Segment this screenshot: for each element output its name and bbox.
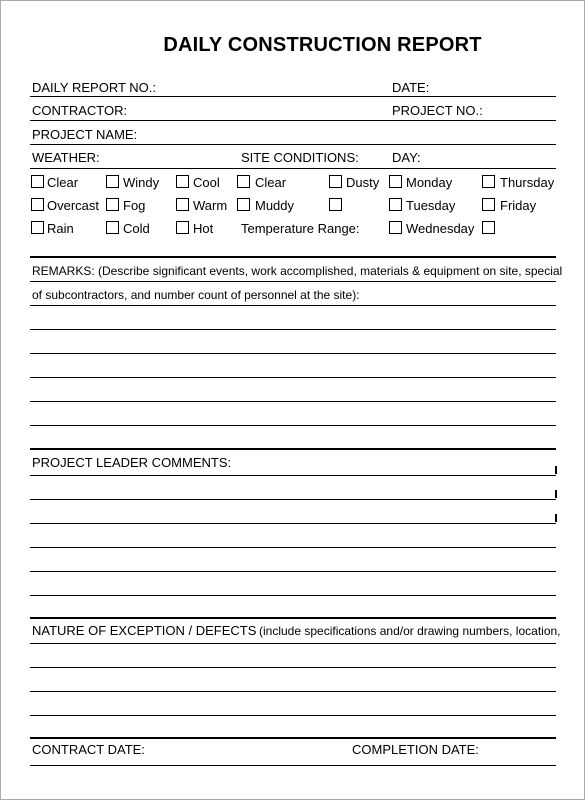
project-name-label: PROJECT NAME: xyxy=(32,127,138,142)
section-divider xyxy=(30,617,556,619)
project-no-label: PROJECT NO.: xyxy=(392,103,483,118)
site-clear-label: Clear xyxy=(255,175,287,190)
day-tuesday-label: Tuesday xyxy=(406,198,456,213)
weather-windy-label: Windy xyxy=(123,175,160,190)
weather-cold-checkbox[interactable] xyxy=(106,221,119,234)
completion-date-label: COMPLETION DATE: xyxy=(352,742,479,757)
site-other-checkbox[interactable] xyxy=(329,198,342,211)
margin-mark xyxy=(555,514,557,522)
day-thursday-label: Thursday xyxy=(500,175,555,190)
section-divider xyxy=(30,448,556,450)
day-friday-checkbox[interactable] xyxy=(482,198,495,211)
day-label: DAY: xyxy=(392,150,421,165)
comments-line[interactable] xyxy=(30,571,556,572)
weather-cool-label: Cool xyxy=(193,175,220,190)
remarks-line[interactable] xyxy=(30,401,556,402)
weather-windy-checkbox[interactable] xyxy=(106,175,119,188)
site-clear-checkbox[interactable] xyxy=(237,175,250,188)
project-leader-comments-label: PROJECT LEADER COMMENTS: xyxy=(32,455,232,470)
site-muddy-checkbox[interactable] xyxy=(237,198,250,211)
date-label: DATE: xyxy=(392,80,430,95)
weather-overcast-checkbox[interactable] xyxy=(31,198,44,211)
day-monday-checkbox[interactable] xyxy=(389,175,402,188)
day-wednesday-checkbox[interactable] xyxy=(389,221,402,234)
report-title: DAILY CONSTRUCTION REPORT xyxy=(163,34,482,56)
weather-warm-label: Warm xyxy=(193,198,228,213)
day-thursday-checkbox[interactable] xyxy=(482,175,495,188)
exception-line[interactable] xyxy=(30,715,556,716)
section-divider xyxy=(30,256,556,258)
comments-line[interactable] xyxy=(30,523,556,524)
weather-cold-label: Cold xyxy=(123,221,150,236)
remarks-line[interactable] xyxy=(30,377,556,378)
weather-clear-label: Clear xyxy=(47,175,79,190)
comments-line[interactable] xyxy=(30,547,556,548)
remarks-line[interactable] xyxy=(30,353,556,354)
weather-fog-label: Fog xyxy=(123,198,146,213)
divider xyxy=(30,168,556,169)
remarks-label-continued: of subcontractors, and number count of personnel at the site): xyxy=(32,288,360,302)
weather-rain-checkbox[interactable] xyxy=(31,221,44,234)
nature-of-exception-label: NATURE OF EXCEPTION / DEFECTS xyxy=(32,623,257,638)
section-divider xyxy=(30,737,556,739)
site-dusty-checkbox[interactable] xyxy=(329,175,342,188)
weather-overcast-label: Overcast xyxy=(47,198,100,213)
exception-line[interactable] xyxy=(30,643,556,644)
remarks-line[interactable] xyxy=(30,305,556,306)
weather-warm-checkbox[interactable] xyxy=(176,198,189,211)
margin-mark xyxy=(555,466,557,474)
daily-report-no-label: DAILY REPORT NO.: xyxy=(32,80,157,95)
weather-fog-checkbox[interactable] xyxy=(106,198,119,211)
weather-rain-label: Rain xyxy=(47,221,74,236)
comments-line[interactable] xyxy=(30,499,556,500)
exception-line[interactable] xyxy=(30,667,556,668)
remarks-label: REMARKS: (Describe significant events, work accomplished, materials & equipment on site, special xyxy=(32,264,563,278)
exception-line[interactable] xyxy=(30,691,556,692)
divider xyxy=(30,281,556,282)
nature-of-exception-detail: (include specifications and/or drawing numbers, location, xyxy=(259,624,561,638)
divider xyxy=(30,120,556,121)
day-wednesday-label: Wednesday xyxy=(406,221,475,236)
remarks-line[interactable] xyxy=(30,329,556,330)
contract-date-label: CONTRACT DATE: xyxy=(32,742,145,757)
day-friday-label: Friday xyxy=(500,198,537,213)
comments-line[interactable] xyxy=(30,475,556,476)
weather-hot-label: Hot xyxy=(193,221,214,236)
day-monday-label: Monday xyxy=(406,175,453,190)
day-other-checkbox[interactable] xyxy=(482,221,495,234)
weather-clear-checkbox[interactable] xyxy=(31,175,44,188)
weather-label: WEATHER: xyxy=(32,150,100,165)
remarks-line[interactable] xyxy=(30,425,556,426)
contractor-label: CONTRACTOR: xyxy=(32,103,128,118)
site-conditions-label: SITE CONDITIONS: xyxy=(241,150,359,165)
site-dusty-label: Dusty xyxy=(346,175,380,190)
divider xyxy=(30,144,556,145)
divider xyxy=(30,96,556,97)
margin-mark xyxy=(555,490,557,498)
divider xyxy=(30,765,556,766)
weather-hot-checkbox[interactable] xyxy=(176,221,189,234)
temperature-range-label: Temperature Range: xyxy=(241,221,360,236)
weather-cool-checkbox[interactable] xyxy=(176,175,189,188)
day-tuesday-checkbox[interactable] xyxy=(389,198,402,211)
comments-line[interactable] xyxy=(30,595,556,596)
site-muddy-label: Muddy xyxy=(255,198,295,213)
